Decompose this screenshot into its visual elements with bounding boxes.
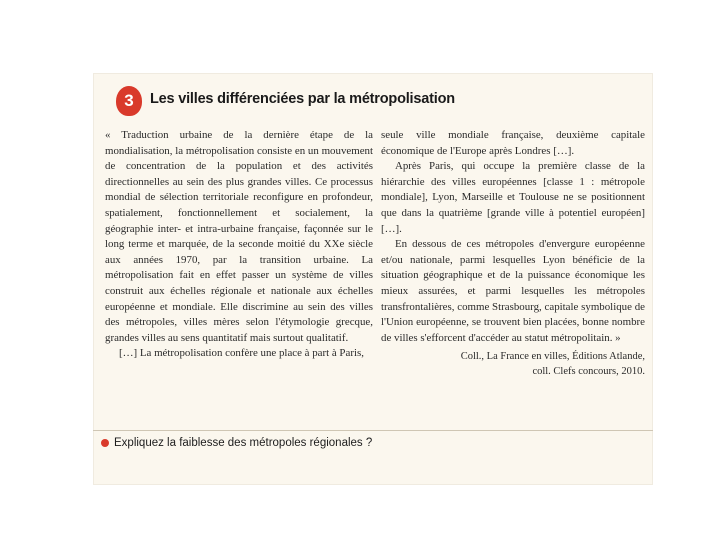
quote-paragraph: Après Paris, qui occupe la première classe de la hiérarchie des villes européennes [classe 1 : métropole mondiale], Lyon, Marseille et Toulouse ne se positionnent que dans la quatrième [grande ville à potentiel européen] […]. <box>381 160 645 235</box>
quote-paragraph: seule ville mondiale française, deuxième capitale économique de l'Europe après Londres […]. <box>381 129 645 157</box>
exercise-question <box>101 437 372 449</box>
quote-paragraph: […] La métropolisation confère une place à part à Paris, <box>119 347 364 360</box>
section-title: Les villes différenciées par la métropolisation <box>150 91 455 107</box>
divider <box>93 430 653 431</box>
bullet-dot-icon <box>101 439 109 447</box>
quote-left-column <box>105 128 373 362</box>
citation-line: Coll., La France en villes, Éditions Atlande, <box>460 351 645 363</box>
citation-source <box>381 349 645 379</box>
section-number-badge: 3 <box>116 86 142 116</box>
question-text: Expliquez la faiblesse des métropoles régionales ? <box>114 437 373 449</box>
quote-right-column <box>381 128 645 379</box>
quote-paragraph: « Traduction urbaine de la dernière étape de la mondialisation, la métropolisation consiste en un mouvement de concentration de la population et des activités directionnelles au sein des plus grandes villes. Ce processus mondial de sélection territoriale reconfigure en profondeur, spatialement, fonctionnellement et socialement, la géographie inter- et intra-urbaine française, façonnée sur le long terme et marquée, de la seconde moitié du XXe siècle aux années 1970, par la transition urbaine. La métropolisation fait en effet passer un système de villes construit aux échelles régionale et nationale aux échelles européenne et mondiale. Elle discrimine au sein des villes des métropoles, villes mères selon l'étymologie grecque, grandes villes au sens quantitatif mais surtout qualitatif. <box>105 129 373 344</box>
citation-line: coll. Clefs concours, 2010. <box>532 366 645 378</box>
quote-paragraph: En dessous de ces métropoles d'envergure européenne et/ou nationale, parmi lesquelles Lyon bénéficie de la situation géographique et de la puissance économique les mieux assurées, et parmi lesquelles les métropoles transfrontalières, comme Strasbourg, capitale symbolique de l'Union européenne, se trouvent bien placées, bonne nombre de villes s'efforcent d'accéder au statut métropolitain. » <box>381 238 645 344</box>
scanned-textbook-page <box>93 73 653 485</box>
